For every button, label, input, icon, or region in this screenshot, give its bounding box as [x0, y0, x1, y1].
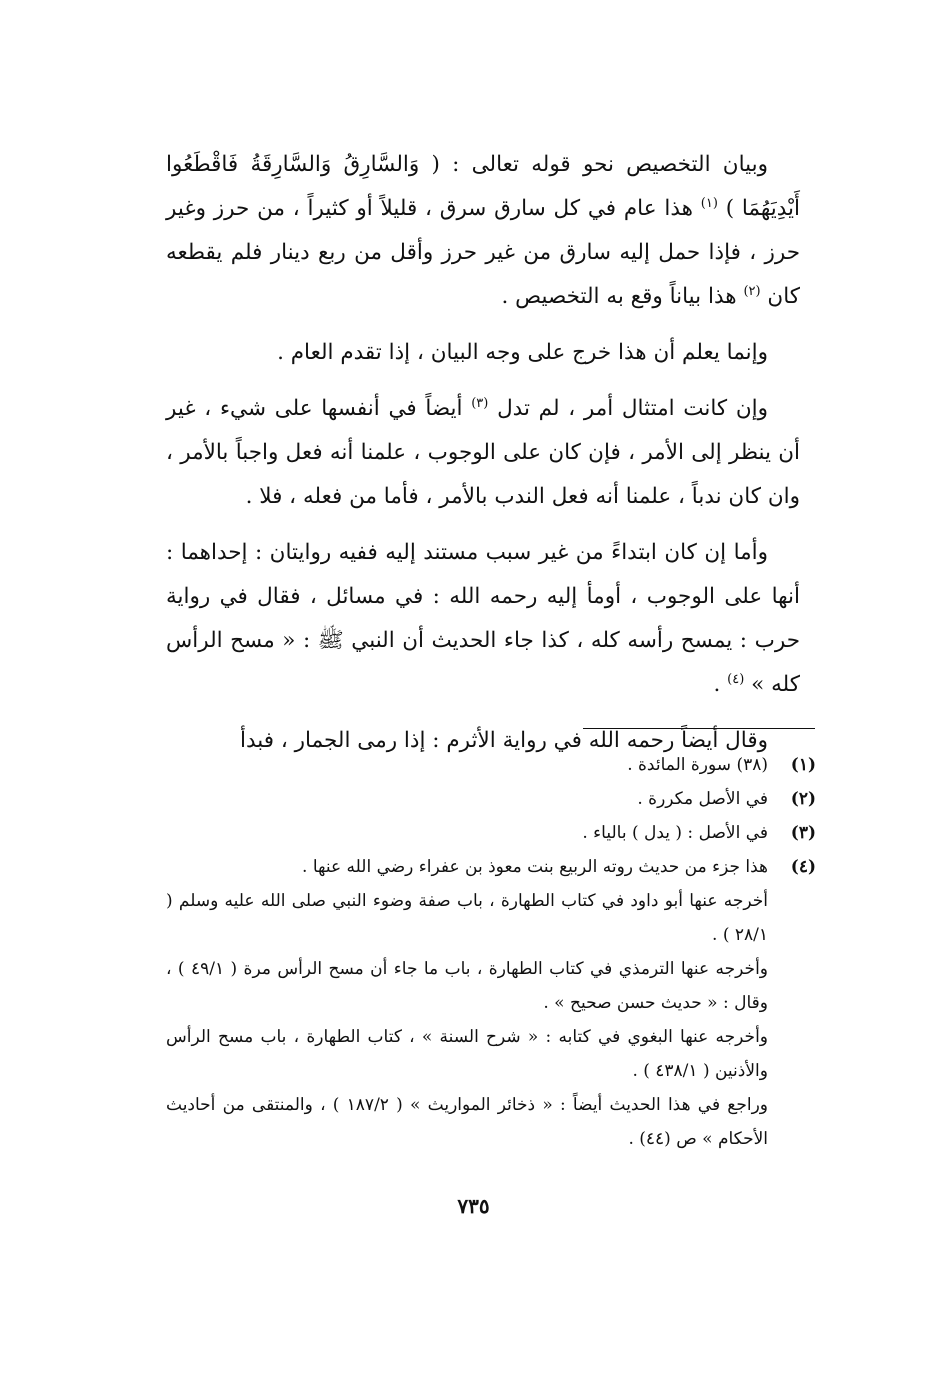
footnote-line: في الأصل : ( يدل ) بالياء .: [582, 823, 768, 843]
footnote-4: [166, 850, 816, 1156]
footnote-ref[interactable]: (١): [700, 195, 718, 211]
footnote-number: (٢): [790, 789, 816, 809]
text-segment: هذا بياناً وقع به التخصيص .: [501, 284, 744, 309]
footnote-3: [166, 816, 816, 850]
footnote-number: (٣): [790, 823, 816, 843]
footnote-body: [166, 748, 768, 782]
text-segment: أيضاً في أنفسها على شيء ، غير أن ينظر إلى الأمر ، فإن كان على الوجوب ، علمنا أنه فعل واجباً بالأمر ، وان كان ندباً ، علمنا أنه فعل الندب بالأمر ، فأما من فعله ، فلا .: [166, 396, 800, 509]
footnote-line: وأخرجه عنها البغوي في كتابه : « شرح السنة » ، كتاب الطهارة ، باب مسح الرأس والأذنين ( ٤٣٨/١ ) .: [166, 1027, 768, 1081]
footnote-2: [166, 782, 816, 816]
footnote-1: [166, 748, 816, 782]
paragraph-initiation: [166, 531, 800, 707]
footnotes: [166, 748, 816, 1156]
text-segment: وقال أيضاً رحمه الله في رواية الأثرم : إذا رمى الجمار ، فبدأ: [240, 728, 768, 753]
main-text: [166, 143, 800, 775]
footnote-ref[interactable]: (٣): [471, 395, 489, 411]
paragraph-general-precedes: [166, 331, 800, 375]
footnote-separator: [583, 728, 815, 729]
text-segment: وإن كانت امتثال أمر ، لم تدل: [488, 396, 769, 421]
footnote-ref[interactable]: (٤): [727, 671, 745, 687]
paragraph-command-compliance: [166, 387, 800, 519]
footnote-body: [166, 816, 768, 850]
footnote-body: [166, 850, 768, 1156]
footnote-number: (٤): [790, 857, 816, 877]
text-segment: وبيان التخصيص نحو قوله تعالى : ( وَالسَّارِقُ وَالسَّارِقَةُ فَاقْطَعُوا أَيْدِيَهُمَا ): [166, 152, 800, 221]
footnote-ref[interactable]: (٢): [743, 283, 761, 299]
footnote-line: في الأصل مكررة .: [637, 789, 768, 809]
footnote-line: أخرجه عنها أبو داود في كتاب الطهارة ، باب صفة وضوء النبي صلى الله عليه وسلم ( ٢٨/١ ) .: [166, 891, 768, 945]
footnote-line: هذا جزء من حديث روته الربيع بنت معوذ بن عفراء رضي الله عنها .: [302, 857, 768, 877]
page-number: ٧٣٥: [457, 1194, 490, 1218]
text-segment: وإنما يعلم أن هذا خرج على وجه البيان ، إذا تقدم العام .: [277, 340, 768, 365]
footnote-line: (٣٨) سورة المائدة .: [627, 755, 768, 775]
text-segment: .: [713, 672, 728, 697]
text-segment: هذا عام في كل سارق سرق ، قليلاً أو كثيراً ، من حرز وغير حرز ، فإذا حمل إليه سارق من غير حرز وأقل من ربع دينار فلم يقطعه كان: [166, 196, 800, 309]
footnote-number: (١): [790, 755, 816, 775]
footnote-line: وأخرجه عنها الترمذي في كتاب الطهارة ، باب ما جاء أن مسح الرأس مرة ( ٤٩/١ ) ، وقال : « حديث حسن صحيح » .: [166, 959, 769, 1013]
footnote-body: [166, 782, 768, 816]
footnote-line: وراجع في هذا الحديث أيضاً : « ذخائر المواريث » ( ١٨٧/٢ ) ، والمنتقى من أحاديث الأحكام » ص (٤٤) .: [166, 1095, 769, 1149]
paragraph-specification: [166, 143, 800, 319]
text-segment: وأما إن كان ابتداءً من غير سبب مستند إليه ففيه روايتان : إحداهما : أنها على الوجوب ، أومأ إليه رحمه الله : في مسائل ، فقال في رواية حرب : يمسح رأسه كله ، كذا جاء الحديث أن النبي ﷺ : « مسح الرأس كله »: [166, 540, 800, 697]
